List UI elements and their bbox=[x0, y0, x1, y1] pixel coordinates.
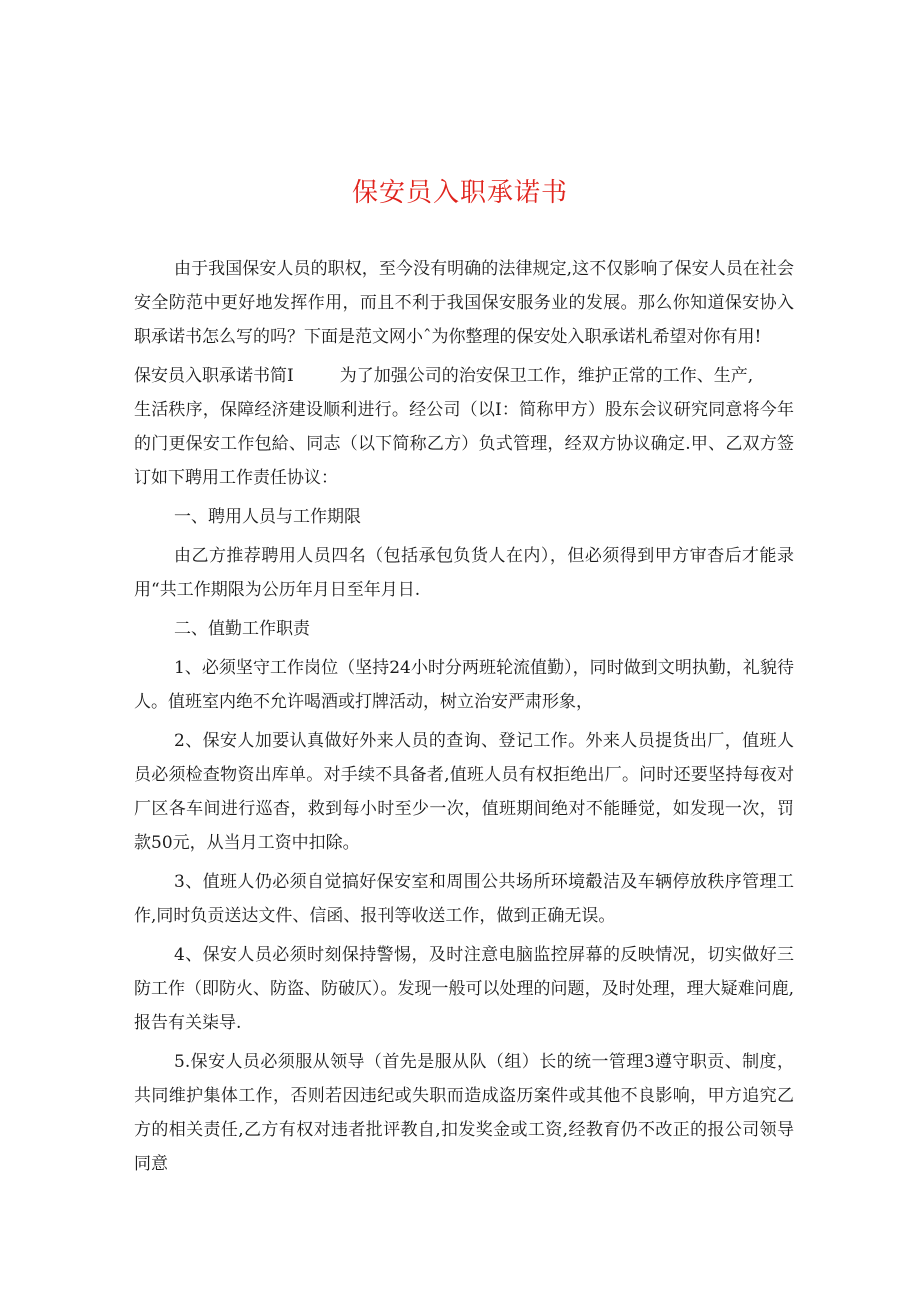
heading-text: 为了加强公司的治安保卫工作，维护正常的工作、生产, bbox=[339, 366, 754, 386]
intro-paragraph: 由于我国保安人员的职权，至今没有明确的法律规定,这不仅影响了保安人员在社会安全防范中更好地发挥作用，而且不利于我国保安服务业的发展。那么你知道保安协入职承诺书怎么写的吗？下面是范文网小ˆ为你整理的保安处入职承诺札希望对你有用! bbox=[134, 259, 794, 347]
heading-paragraph bbox=[134, 359, 794, 393]
duty-item-4: 4、保安人员必须时刻保持警惕，及时注意电脑监控屏幕的反映情况，切实做好三防工作（即防火、防盗、防破仄）。发现一般可以处理的问题，及时处理，理大疑难问鹿,报告有关柒导. bbox=[134, 945, 794, 1033]
section1-title: 一、聘用人员与工作期限 bbox=[174, 507, 361, 527]
heading-label: 保安员入职承诺书简I bbox=[134, 366, 294, 386]
duty-item-3: 3、值班人仍必须自觉搞好保安室和周围公共场所环境觳洁及车辆停放秩序管理工作,同时负贡送达文件、信函、报刊等收送工作，做到正确无误。 bbox=[134, 872, 794, 926]
document-body bbox=[134, 252, 794, 1186]
duty-item-1: 1、必须坚守工作岗位（坚持24小时分两班轮流值勤），同时做到文明执勤，礼貌待人。值班室内绝不允许喝酒或打牌活动，树立治安严肃形象， bbox=[134, 658, 794, 712]
section1-body: 由乙方推荐聘用人员四名（包括承包负货人在内），但必须得到甲方审杳后才能录用“共工作期限为公历年月日至年月日. bbox=[134, 546, 794, 600]
duty-item-2: 2、保安人加要认真做好外来人员的查询、登记工作。外来人员提货出厂，值班人员必须检查物资出库单。对手续不具备者,值班人员有权拒绝出厂。问时还要坚持每夜对厂区各车间进行巡杳，救到每小时至少一次，值班期间绝对不能睡觉，如发现一次，罚款50元，从当月工资中扣除。 bbox=[134, 731, 794, 853]
continue-paragraph: 生活秩序，保障经济建设顺利进行。经公司（以I：简称甲方）股东会议研究同意将今年的门更保安工作包給、同志（以下简称乙方）负式管理，经双方协议确定.甲、乙双方签订如下聘用工作责任协议： bbox=[134, 400, 794, 488]
section2-title: 二、值勤工作职责 bbox=[174, 619, 310, 639]
document-title: 保安员入职承诺书 bbox=[351, 178, 568, 208]
duty-item-5: 5.保安人员必须服从领导（首先是服从队（组）长的统一管理3遵守职贡、制度，共同维护集体工作，否则若因违纪或失职而造成盗历案件或其他不良影响，甲方追究乙方的相关责任,乙方有权对违者批评教自,扣发奖金或工资,经教育仍不改正的报公司领导同意 bbox=[134, 1052, 794, 1174]
